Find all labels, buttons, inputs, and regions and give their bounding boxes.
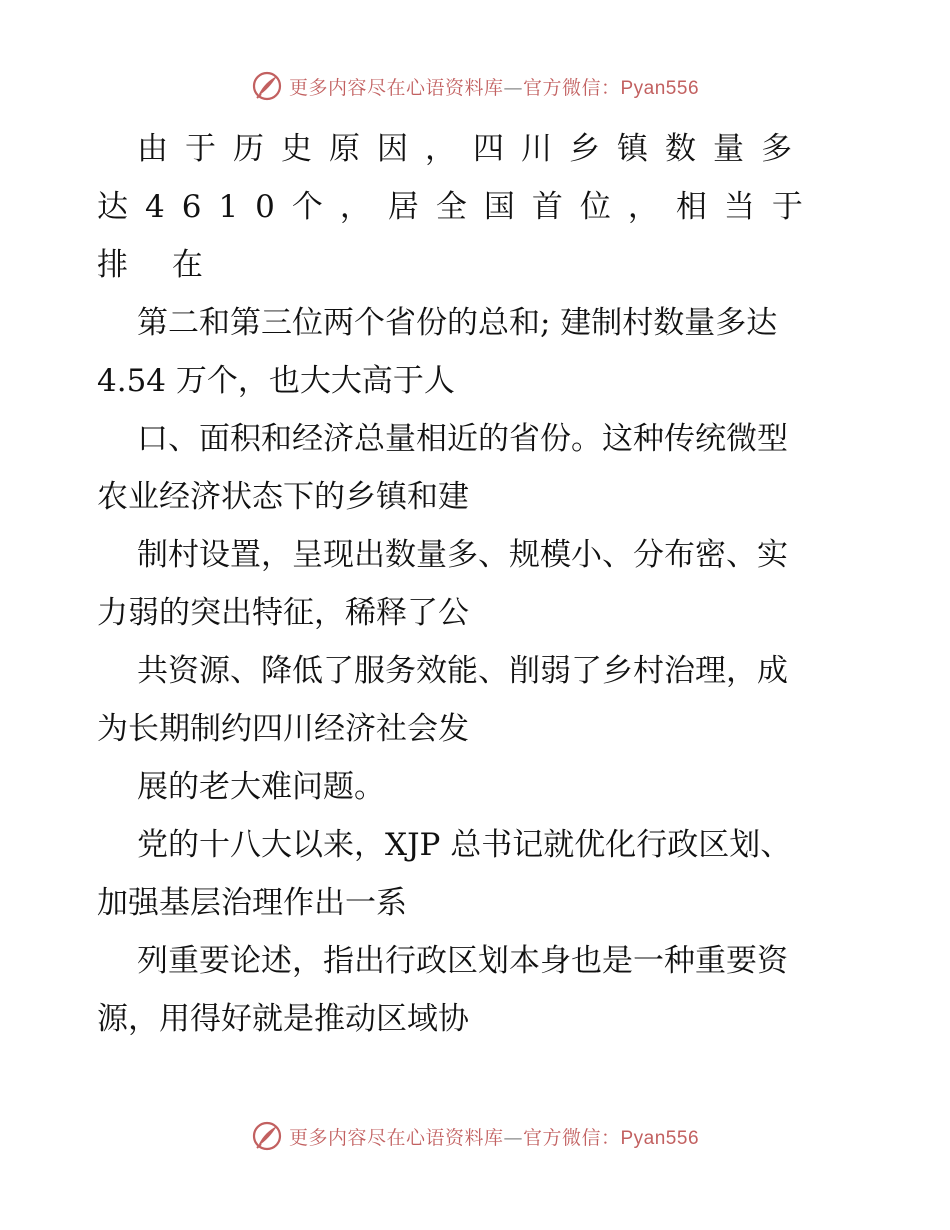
document-body [97,120,857,1048]
paragraph-line: 第二和第三位两个省份的总和; 建制村数量多达 [137,305,778,341]
watermark-separator: — [503,76,523,99]
paragraph-line: 农业经济状态下的乡镇和建 [97,479,469,515]
watermark-separator: — [503,1126,523,1149]
paragraph-line: 列重要论述，指出行政区划本身也是一种重要资 [137,943,788,979]
watermark-site-text: 更多内容尽在心语资料库 [288,76,504,99]
quill-logo-icon [251,1120,283,1152]
paragraph-line: 为长期制约四川经济社会发 [97,711,469,747]
quill-logo-icon [251,70,283,102]
watermark-site-text: 更多内容尽在心语资料库 [288,1126,504,1149]
paragraph-line: 制村设置，呈现出数量多、规模小、分布密、实 [137,537,788,573]
paragraph-line: 力弱的突出特征，稀释了公 [97,595,469,631]
paragraph-line: 由于历史原因，四川乡镇数量多 [137,131,809,167]
paragraph-line: 共资源、降低了服务效能、削弱了乡村治理，成 [137,653,788,689]
paragraph-line: 展的老大难问题。 [137,769,385,805]
paragraph-line: 加强基层治理作出一系 [97,885,407,921]
paragraph-line: 源，用得好就是推动区域协 [97,1001,469,1037]
paragraph-line: 4.54 万个，也大大高于人 [97,363,455,399]
watermark-wechat-id: Pyan556 [620,77,700,99]
watermark-wechat-id: Pyan556 [620,1127,700,1149]
watermark-text [289,1123,699,1150]
watermark-wechat-label: 官方微信： [522,76,621,99]
paragraph-line: 达4610个，居全国首位，相当于 [97,189,820,225]
watermark-banner-bottom [0,1120,950,1152]
paragraph-line: 排 在 [97,247,220,283]
paragraph-line: 口、面积和经济总量相近的省份。这种传统微型 [137,421,788,457]
watermark-text [289,73,699,100]
watermark-banner-top [0,70,950,102]
watermark-wechat-label: 官方微信： [522,1126,621,1149]
paragraph-line: 党的十八大以来，XJP 总书记就优化行政区划、 [137,827,792,863]
